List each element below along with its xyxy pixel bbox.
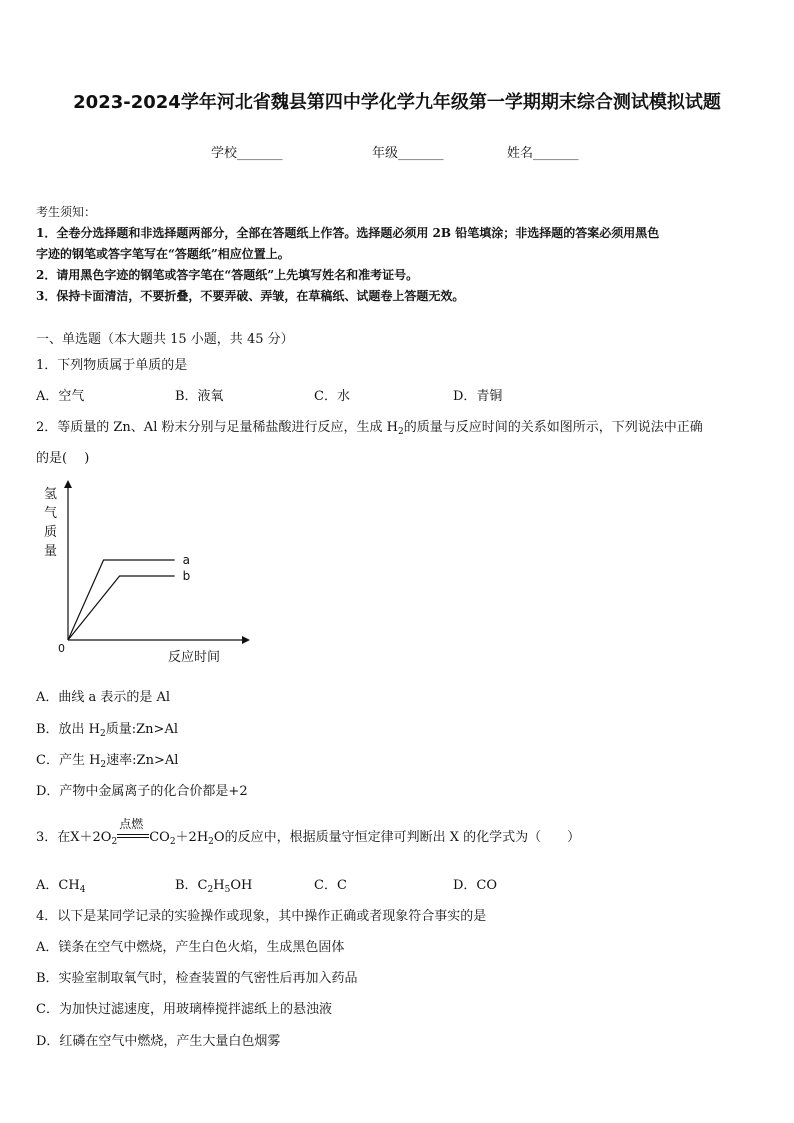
x-axis-label: 反应时间 [168, 650, 221, 665]
name-field: 姓名_______ [507, 146, 579, 161]
q3-reaction-arrow [117, 816, 149, 845]
q2-option-d: D．产物中金属离子的化合价都是+2 [36, 784, 248, 799]
y-axis-arrow [64, 480, 72, 488]
q2-option-a: A．曲线 a 表示的是 Al [36, 690, 171, 705]
q2-option-c: C．产生 $H_2$速率:Zn>Al [36, 753, 179, 770]
q2-option-b: B．放出 $H_2$质量:Zn>Al [36, 722, 178, 739]
school-field: 学校_______ [211, 146, 283, 161]
q1-stem: 1．下列物质属于单质的是 [36, 358, 188, 373]
q2-stem: 2．等质量的 Zn、Al 粉末分别与足量稀盐酸进行反应，生成 $H_2$的质量与反应时间的关系如图所示，下列说法中正确 [36, 420, 703, 437]
y-axis-label-char: 氢 [44, 487, 58, 502]
q3-option-b: B．$C_2H_5OH$ [175, 878, 253, 895]
q4-stem: 4．以下是某同学记录的实验操作或现象，其中操作正确或者现象符合事实的是 [36, 909, 487, 924]
q3-condition: 点燃 [119, 816, 144, 831]
notice-item-1: 1．全卷分选择题和非选择题两部分，全部在答题纸上作答。选择题必须用 2B 铅笔填涂；非选择题的答案必须用黑色 [36, 226, 660, 240]
q4-option-d: D．红磷在空气中燃烧，产生大量白色烟雾 [36, 1034, 281, 1049]
q4-option-a: A．镁条在空气中燃烧，产生白色火焰，生成黑色固体 [36, 940, 345, 955]
q3-option-d: D．CO [453, 878, 498, 893]
x-axis-arrow [242, 636, 250, 644]
q1-option-d: D．青铜 [453, 389, 503, 404]
section-heading: 一、单选题（本大题共 15 小题，共 45 分） [36, 332, 294, 347]
q4-option-c: C．为加快过滤速度，用玻璃棒搅拌滤纸上的悬浊液 [36, 1002, 332, 1017]
notice-item-2: 2．请用黑色字迹的钢笔或答字笔在“答题纸”上先填写姓名和准考证号。 [36, 268, 419, 282]
q1-option-a: A．空气 [36, 389, 85, 404]
y-axis-label-char: 气 [44, 506, 58, 521]
q2-chart [30, 480, 250, 670]
notice-item-3: 3．保持卡面清洁，不要折叠，不要弄破、弄皱，在草稿纸、试题卷上答题无效。 [36, 289, 465, 303]
q1-option-c: C．水 [314, 389, 350, 404]
q4-option-b: B．实验室制取氧气时，检查装置的气密性后再加入药品 [36, 971, 358, 986]
series-line-b [68, 576, 175, 640]
series-label-b: b [182, 569, 191, 583]
q3-option-c: C．C [314, 878, 347, 893]
q3-option-a: A．$CH_4$ [36, 878, 86, 895]
series-label-a: a [182, 553, 191, 567]
q2-stem-cont: 的是( ) [36, 451, 90, 466]
notice-item-1-cont: 字迹的钢笔或答字笔写在“答题纸”相应位置上。 [36, 247, 290, 261]
notice-heading: 考生须知： [36, 205, 97, 219]
grade-field: 年级_______ [372, 146, 444, 161]
y-axis-label-char: 量 [44, 544, 58, 559]
q3-stem: 3．在$X+2O_2$ 点燃 $CO_2+2H_2O$的反应中，根据质量守恒定律可判断出 X 的化学式为（ ） [36, 816, 581, 847]
page-title: 2023-2024学年河北省魏县第四中学化学九年级第一学期期末综合测试模拟试题 [73, 92, 721, 113]
y-axis-label-char: 质 [44, 525, 58, 540]
q3-equation-right: $CO_2+2H_2O$ [149, 830, 225, 847]
series-line-a [68, 560, 175, 640]
origin-label: 0 [58, 642, 65, 655]
q1-option-b: B．液氧 [175, 389, 224, 404]
q3-equation-left: $X+2O_2$ [70, 830, 118, 847]
